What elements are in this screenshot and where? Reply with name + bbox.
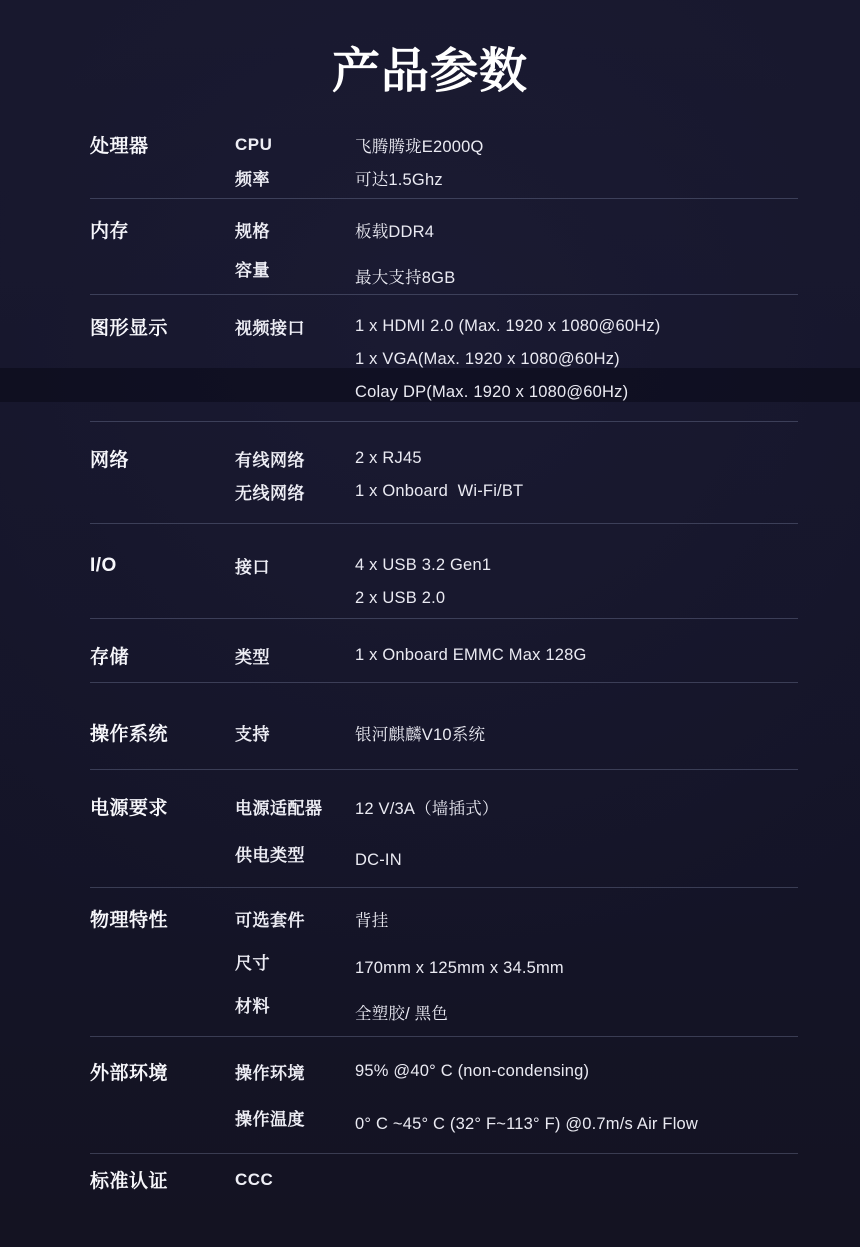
spec-category: 处理器: [90, 136, 149, 157]
spec-row: [90, 213, 798, 246]
spec-value: 2 x USB 2.0: [355, 589, 446, 607]
spec-section-power: [90, 770, 798, 888]
spec-section-storage: [90, 619, 798, 683]
spec-label: 规格: [235, 222, 270, 241]
spec-value: 0° C ~45° C (32° F~113° F) @0.7m/s Air Flow: [355, 1115, 699, 1133]
spec-value: 背挂: [355, 911, 389, 930]
spec-label: 材料: [235, 997, 270, 1016]
spec-value: 1 x VGA(Max. 1920 x 1080@60Hz): [355, 350, 620, 368]
spec-value: 板载DDR4: [355, 222, 435, 241]
spec-row: [90, 376, 798, 409]
spec-value: 4 x USB 3.2 Gen1: [355, 556, 492, 574]
spec-label: 无线网络: [235, 484, 305, 503]
spec-category: 操作系统: [90, 724, 169, 745]
spec-row: [90, 582, 798, 615]
spec-row: [90, 988, 798, 1021]
spec-section-environment: [90, 1037, 798, 1154]
spec-category: 存储: [90, 647, 130, 668]
spec-row: [90, 252, 798, 285]
spec-row: [90, 161, 798, 194]
spec-category: 图形显示: [90, 318, 169, 339]
spec-category: 标准认证: [90, 1171, 169, 1192]
spec-section-processor: [90, 128, 798, 199]
spec-section-physical: [90, 888, 798, 1037]
spec-section-certification: [90, 1154, 798, 1196]
spec-category: 物理特性: [90, 910, 169, 931]
spec-category: 内存: [90, 221, 130, 242]
spec-label: CPU: [235, 134, 273, 154]
spec-row: [90, 790, 798, 823]
spec-label: 操作温度: [235, 1110, 305, 1129]
spec-label: 有线网络: [235, 451, 305, 470]
spec-category: 外部环境: [90, 1063, 169, 1084]
spec-label: 可选套件: [235, 911, 305, 930]
spec-value: 全塑胶/ 黑色: [355, 1004, 449, 1023]
spec-section-io: [90, 524, 798, 619]
spec-value: 1 x Onboard Wi-Fi/BT: [355, 482, 524, 500]
spec-row: [90, 945, 798, 978]
spec-value: Colay DP(Max. 1920 x 1080@60Hz): [355, 383, 629, 401]
spec-label: 接口: [235, 558, 270, 577]
spec-label: 频率: [235, 170, 270, 189]
spec-value: 95% @40° C (non-condensing): [355, 1062, 590, 1080]
spec-row: [90, 837, 798, 870]
spec-value: 飞腾腾珑E2000Q: [355, 137, 484, 156]
spec-label: 类型: [235, 648, 270, 667]
spec-value: DC-IN: [355, 851, 402, 869]
spec-value: 2 x RJ45: [355, 449, 422, 467]
page-title: 产品参数: [331, 45, 528, 98]
spec-value: 1 x HDMI 2.0 (Max. 1920 x 1080@60Hz): [355, 317, 661, 335]
spec-section-os: [90, 683, 798, 770]
spec-row: [90, 1055, 798, 1088]
spec-section-network: [90, 422, 798, 524]
spec-row: [90, 442, 798, 475]
spec-label: 尺寸: [235, 954, 270, 973]
spec-row: [90, 639, 798, 672]
spec-row: [90, 1163, 798, 1196]
spec-label: 操作环境: [235, 1064, 305, 1083]
spec-category: I/O: [90, 554, 117, 576]
spec-label: 视频接口: [235, 319, 305, 338]
spec-category: 网络: [90, 450, 130, 471]
spec-value: 12 V/3A（墙插式）: [355, 799, 499, 818]
spec-value: 银河麒麟V10系统: [355, 725, 486, 744]
spec-value: 1 x Onboard EMMC Max 128G: [355, 646, 587, 664]
spec-row: [90, 549, 798, 582]
spec-value: 最大支持8GB: [355, 268, 456, 287]
spec-value: 170mm x 125mm x 34.5mm: [355, 959, 564, 977]
spec-label: 供电类型: [235, 846, 305, 865]
spec-row: [90, 902, 798, 935]
spec-section-memory: [90, 199, 798, 295]
spec-value: 可达1.5Ghz: [355, 170, 443, 189]
spec-row: [90, 128, 798, 161]
spec-row: [90, 475, 798, 508]
spec-row: [90, 343, 798, 376]
spec-row: [90, 716, 798, 749]
spec-label: 电源适配器: [235, 799, 323, 818]
spec-section-graphics: [90, 295, 798, 422]
spec-label: 支持: [235, 725, 270, 744]
spec-category: 电源要求: [90, 798, 169, 819]
spec-label: CCC: [235, 1169, 274, 1189]
spec-label: 容量: [235, 261, 270, 280]
spec-row: [90, 1101, 798, 1134]
spec-row: [90, 310, 798, 343]
